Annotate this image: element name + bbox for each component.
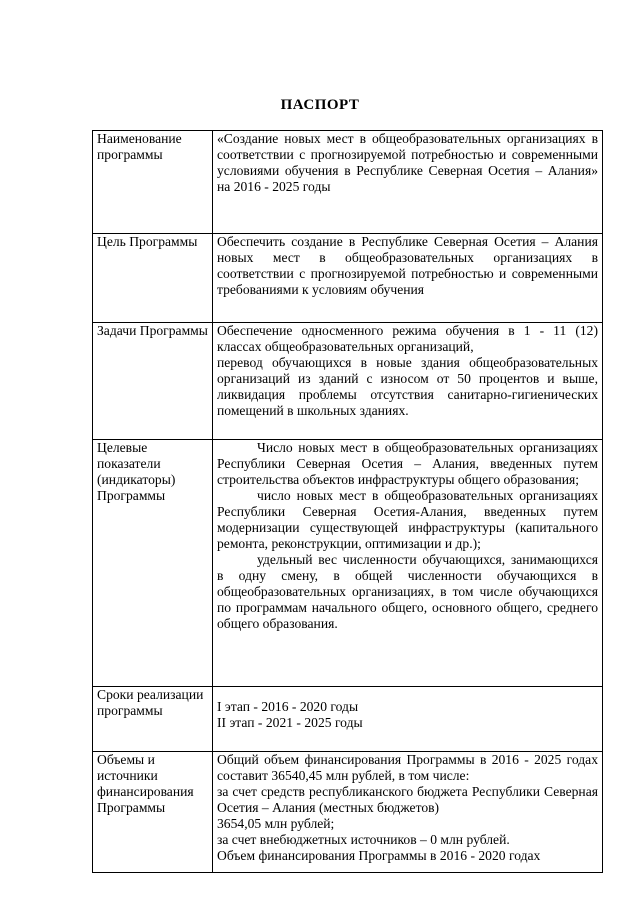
indicator-paragraph: удельный вес численности обучающихся, занимающихся в одну смену, в общей численности обучающихся в общеобразовательных организациях, в том числе обучающихся по программам начального общего, основного общего, среднего общего образования.: [217, 552, 598, 631]
task-paragraph: Обеспечение односменного режима обучения в 1 - 11 (12) классах общеобразовательных организаций,: [217, 323, 598, 354]
program-goal-content: Обеспечить создание в Республике Северная Осетия – Алания новых мест в общеобразовательных организациях в соответствии с прогнозируемой потребностью и современными требованиями к условиям обучения: [213, 234, 603, 323]
program-name-content: «Создание новых мест в общеобразовательных организациях в соответствии с прогнозируемой потребностью и современными условиями обучения в Республике Северная Осетия – Алания» на 2016 - 2025 годы: [213, 131, 603, 234]
program-tasks-content: [213, 323, 603, 440]
table-row: [93, 323, 603, 440]
stage-line: II этап - 2021 - 2025 годы: [217, 715, 363, 730]
stage-line: I этап - 2016 - 2020 годы: [217, 699, 359, 714]
program-terms-content: [213, 687, 603, 752]
task-paragraph: перевод обучающихся в новые здания общеобразовательных организаций из зданий с износом от 50 процентов и выше, ликвидация проблемы отсутствия санитарно-гигиенических помещений в школьных зданиях.: [217, 355, 598, 418]
page-title: ПАСПОРТ: [280, 97, 360, 113]
row-label-tasks: Задачи Программы: [93, 323, 213, 440]
table-row: [93, 752, 603, 873]
row-label-goal: Цель Программы: [93, 234, 213, 323]
row-label-funding: Объемы и источники финансирования Программы: [93, 752, 213, 873]
row-label-terms: Сроки реализации программы: [93, 687, 213, 752]
table-row: [93, 440, 603, 687]
program-funding-content: [213, 752, 603, 873]
funding-line: Объем финансирования Программы в 2016 - 2020 годах: [217, 848, 541, 863]
indicator-paragraph: число новых мест в общеобразовательных организациях Республики Северная Осетия-Алания, введенных путем модернизации существующей инфраструктуры (капитального ремонта, реконструкции, оптимизации и др.);: [217, 488, 598, 551]
table-row: [93, 687, 603, 752]
funding-line: 3654,05 млн рублей;: [217, 816, 335, 831]
passport-table: [92, 130, 603, 873]
row-label-name: Наименование программы: [93, 131, 213, 234]
row-label-indicators: Целевые показатели (индикаторы) Программы: [93, 440, 213, 687]
funding-line: за счет средств республиканского бюджета Республики Северная Осетия – Алания (местных бюджетов): [217, 784, 598, 815]
program-indicators-content: [213, 440, 603, 687]
funding-line: Общий объем финансирования Программы в 2016 - 2025 годах составит 36540,45 млн рублей, в том числе:: [217, 752, 598, 783]
funding-line: за счет внебюджетных источников – 0 млн рублей.: [217, 832, 510, 847]
indicator-paragraph: Число новых мест в общеобразовательных организациях Республики Северная Осетия – Алания, введенных путем строительства объектов инфраструктуры общего образования;: [217, 440, 598, 487]
table-row: [93, 234, 603, 323]
table-row: [93, 131, 603, 234]
